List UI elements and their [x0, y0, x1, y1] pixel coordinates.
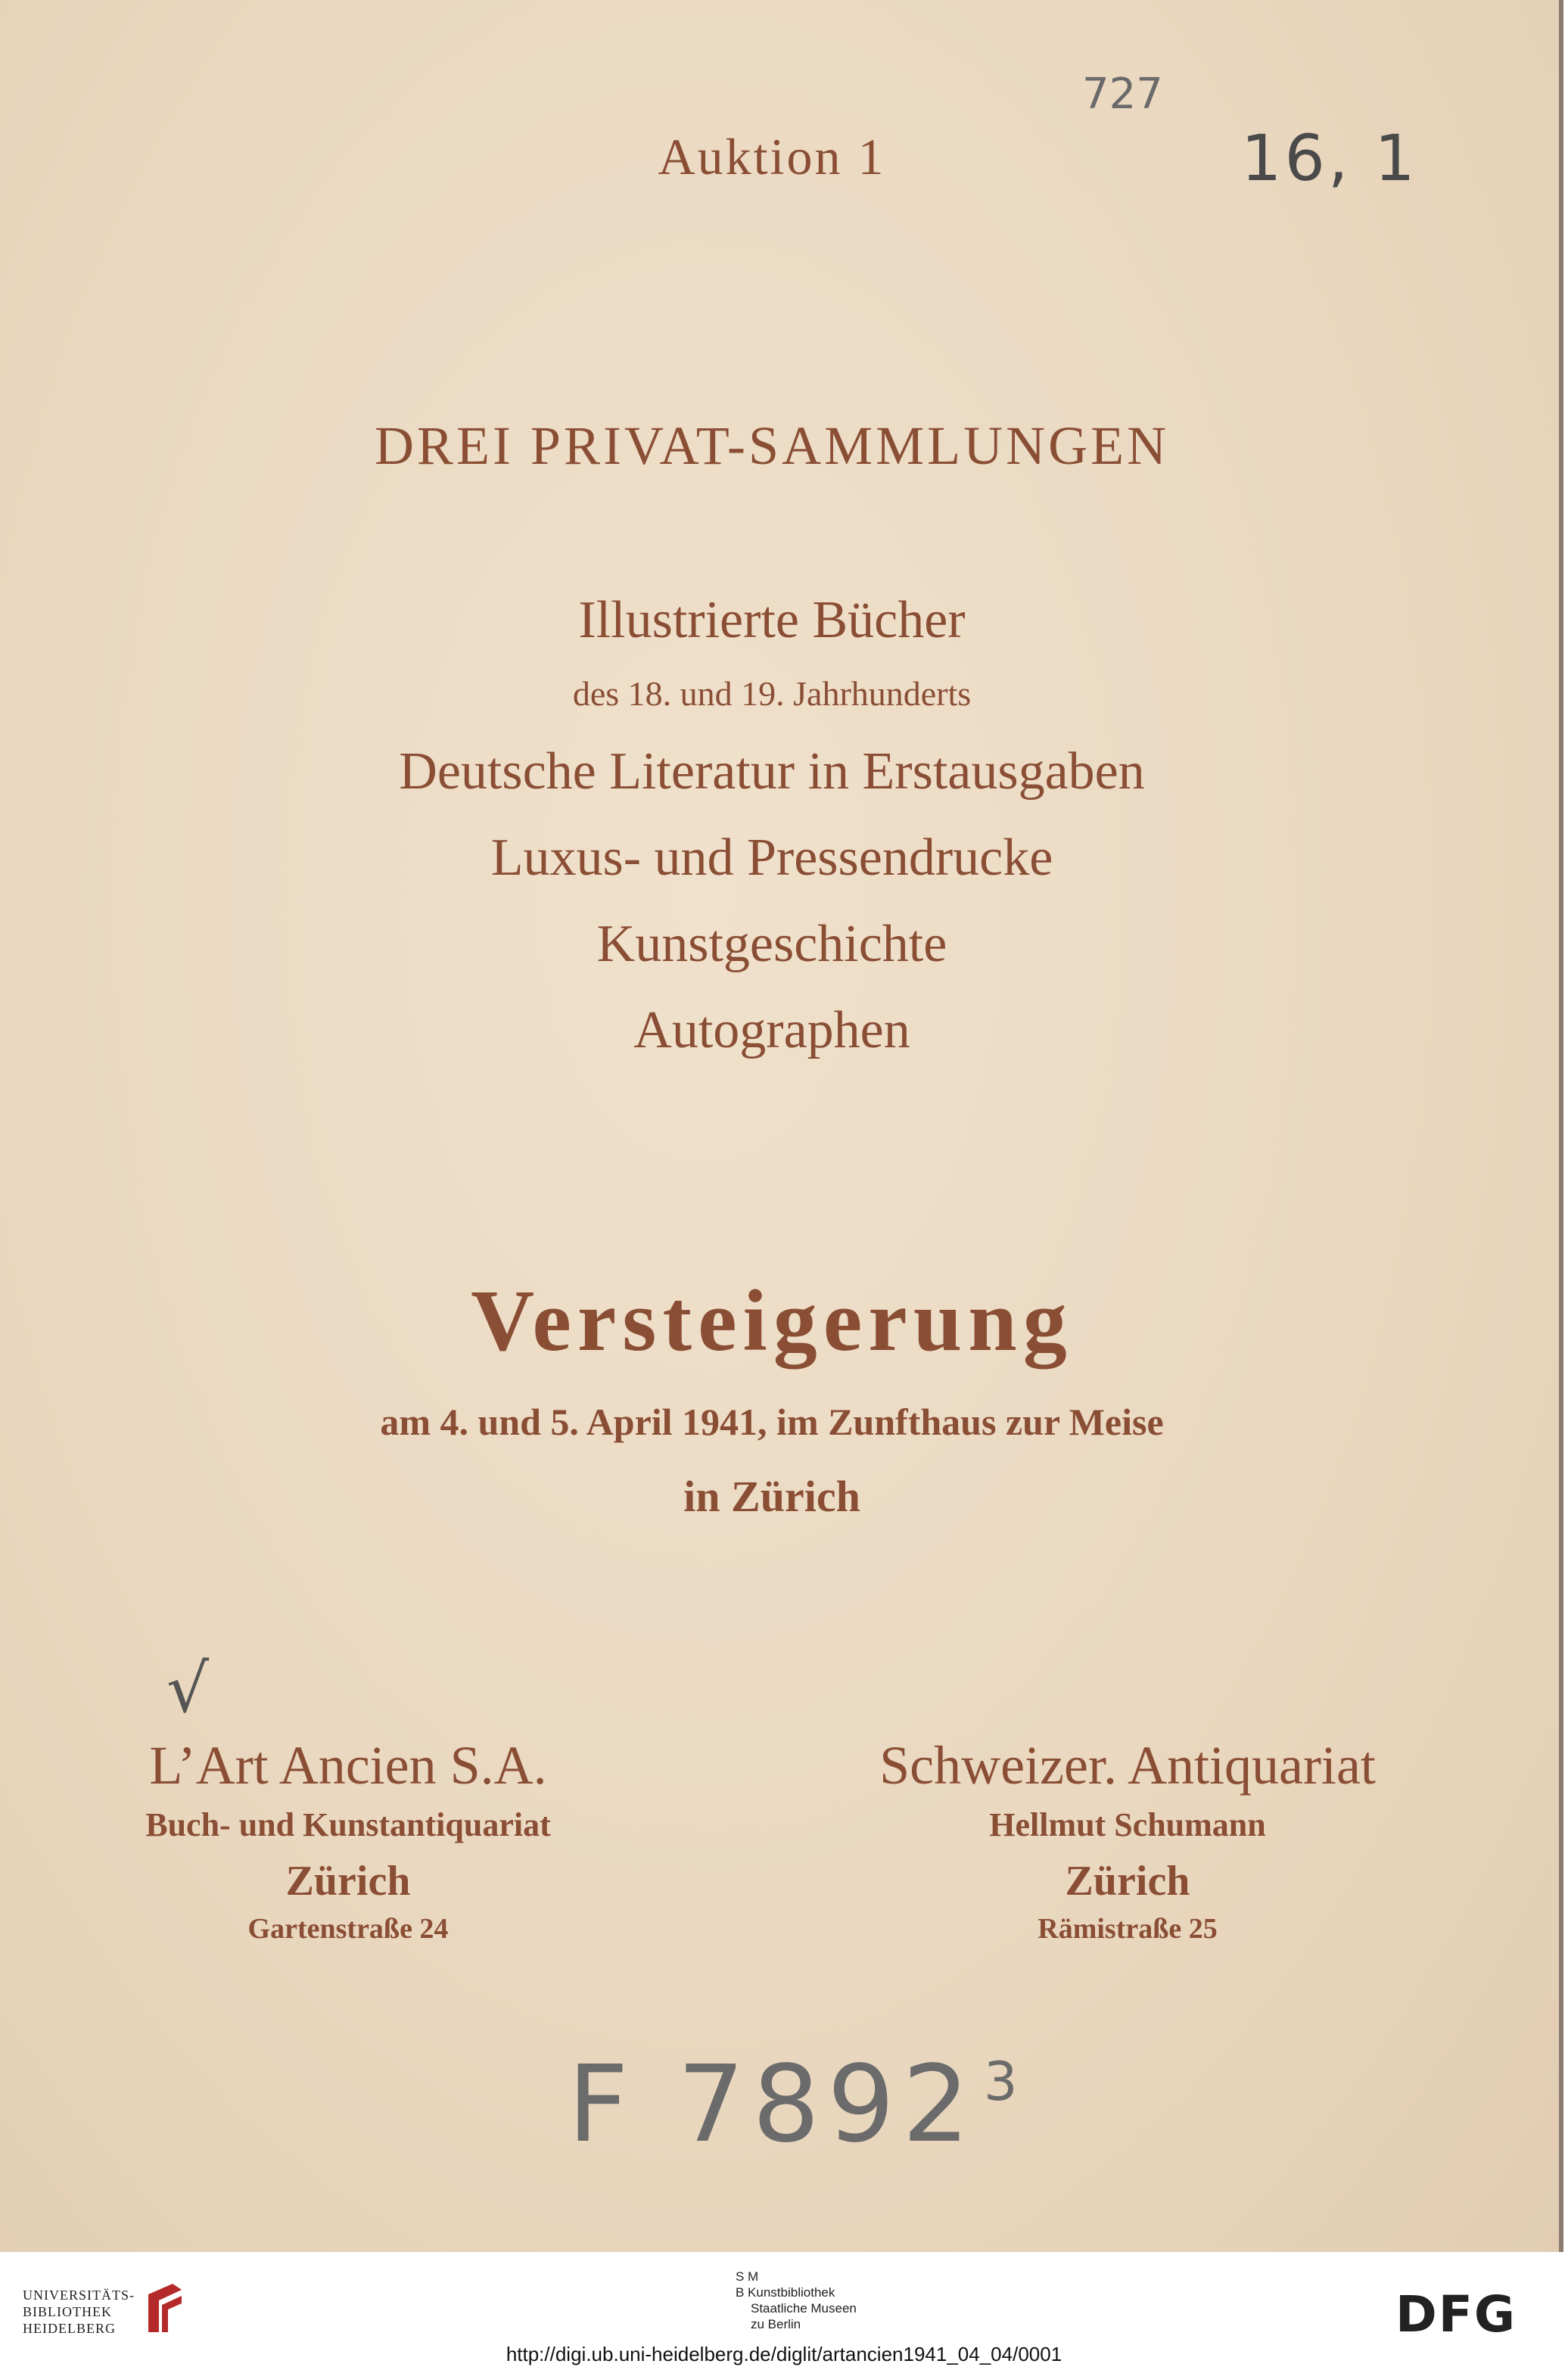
dfg-logo: DFG [1395, 2285, 1517, 2344]
company-subtitle: Hellmut Schumann [989, 1806, 1266, 1843]
handwritten-shelf-mark-superscript: 3 [984, 2051, 1018, 2113]
museum-credit-line: S M [736, 2269, 759, 2284]
company-city: Zürich [285, 1858, 411, 1905]
category-line: Deutsche Literatur in Erstausgaben [399, 742, 1145, 801]
event-title: Versteigerung [471, 1273, 1073, 1370]
category-line: Illustrierte Bücher [578, 591, 966, 649]
category-line: Autographen [633, 1001, 910, 1059]
event-place: in Zürich [683, 1472, 860, 1521]
handwritten-shelf-mark: F 7892 [568, 2043, 978, 2166]
category-line: Kunstgeschichte [596, 915, 947, 973]
handwritten-note-number: 16, 1 [1241, 121, 1418, 195]
source-url-link[interactable]: http://digi.ub.uni-heidelberg.de/diglit/artancien1941_04_04/0001 [506, 2343, 1062, 2365]
company-street: Rämistraße 25 [1038, 1913, 1218, 1945]
collections-heading: DREI PRIVAT-SAMMLUNGEN [374, 415, 1170, 476]
museum-credit-line: Staatliche Museen [751, 2301, 857, 2316]
library-name-line: UNIVERSITÄTS- [23, 2288, 135, 2303]
category-line: Luxus- und Pressendrucke [490, 829, 1053, 887]
company-name: L’Art Ancien S.A. [149, 1735, 547, 1796]
library-name-line: HEIDELBERG [23, 2321, 116, 2336]
event-date: am 4. und 5. April 1941, im Zunfthaus zur Meise [380, 1401, 1164, 1443]
museum-credit [736, 2269, 857, 2332]
company-name: Schweizer. Antiquariat [879, 1735, 1376, 1796]
museum-credit-line: B Kunstbibliothek [736, 2285, 835, 2300]
auction-number: Auktion 1 [658, 128, 886, 185]
page-edge [1559, 0, 1563, 2252]
library-logo-icon [142, 2279, 188, 2340]
company-subtitle: Buch- und Kunstantiquariat [145, 1806, 551, 1843]
library-name-line: BIBLIOTHEK [23, 2304, 112, 2319]
company-block-left [91, 1733, 605, 1946]
category-line: des 18. und 19. Jahrhunderts [572, 674, 972, 713]
library-name [23, 2287, 135, 2337]
handwritten-note-small: 727 [1082, 70, 1163, 119]
company-block-right [802, 1733, 1453, 1946]
handwritten-check-mark: √ [166, 1650, 210, 1728]
company-street: Gartenstraße 24 [247, 1913, 449, 1945]
museum-credit-line: zu Berlin [751, 2317, 801, 2331]
company-city: Zürich [1065, 1858, 1190, 1905]
footer-bar [0, 2256, 1568, 2370]
